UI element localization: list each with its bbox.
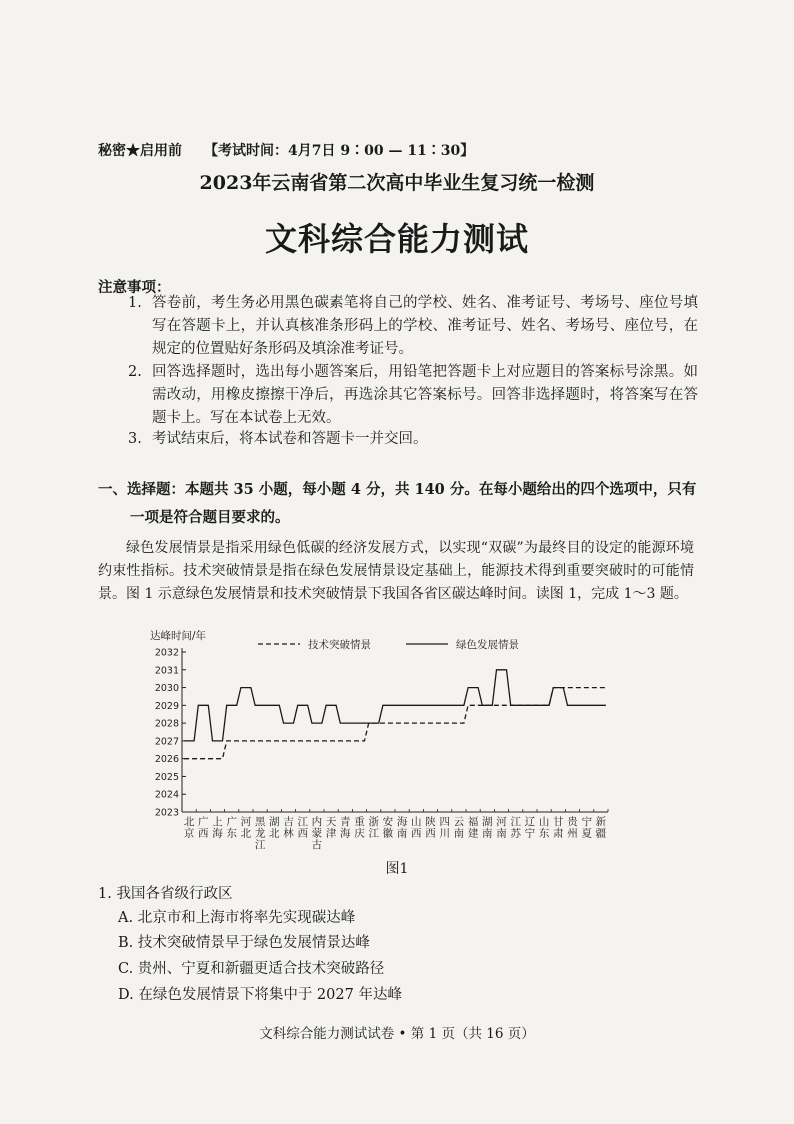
x-tick-label: 黑龙江	[254, 816, 266, 851]
x-tick-label: 青海	[340, 816, 351, 840]
exam-header	[98, 140, 474, 160]
x-tick-label: 山西	[411, 816, 422, 840]
x-tick-label: 宁夏	[581, 816, 592, 840]
x-tick-label: 安徽	[382, 816, 394, 840]
y-tick-label: 2023	[154, 807, 179, 819]
option-a: A. 北京市和上海市将率先实现碳达峰	[118, 910, 356, 926]
x-tick-label: 江西	[297, 816, 308, 840]
section-line-1: 一、选择题：本题共 35 小题，每小题 4 分，共 140 分。在每小题给出的四个选项中，只有	[98, 481, 697, 498]
y-tick-label: 2029	[154, 700, 179, 712]
section-line-2: 一项是符合题目要求的。	[130, 509, 290, 526]
x-tick-label: 重庆	[354, 816, 365, 840]
notice-heading: 注意事项：	[98, 279, 171, 296]
exam-time: 【考试时间：4月7日 9∶00 — 11∶30】	[204, 143, 475, 159]
x-tick-label: 辽宁	[524, 816, 536, 840]
x-tick-label: 浙江	[368, 816, 379, 840]
y-tick-label: 2028	[154, 718, 179, 730]
secret-label: 秘密★启用前	[98, 143, 182, 159]
x-tick-label: 广东	[226, 816, 237, 840]
y-tick-label: 2031	[154, 665, 179, 677]
x-tick-label: 天津	[325, 816, 337, 840]
x-tick-label: 内蒙古	[311, 816, 323, 851]
carbon-peak-chart	[130, 624, 630, 854]
section-heading	[98, 476, 698, 532]
x-tick-label: 北京	[183, 816, 195, 840]
chart-y-ticks	[155, 648, 186, 819]
exam-subtitle: 2023年云南省第二次高中毕业生复习统一检测	[199, 172, 595, 194]
x-tick-label: 海南	[396, 816, 408, 840]
legend-label: 绿色发展情景	[456, 639, 519, 651]
y-tick-label: 2026	[154, 754, 179, 766]
y-tick-label: 2024	[154, 789, 179, 801]
series-line-green-development	[184, 670, 606, 741]
x-tick-label: 上海	[212, 816, 223, 840]
option-b: B. 技术突破情景早于绿色发展情景达峰	[118, 935, 370, 951]
notice-item-3: 3. 考试结束后，将本试卷和答题卡一并交回。	[128, 431, 428, 447]
x-tick-label: 贵州	[567, 816, 578, 840]
x-tick-label: 新疆	[595, 816, 607, 840]
chart-legend	[258, 638, 519, 651]
x-tick-label: 吉林	[283, 816, 294, 840]
x-tick-label: 陕西	[425, 816, 436, 840]
y-tick-label: 2032	[154, 647, 179, 659]
x-tick-label: 湖南	[482, 816, 493, 840]
x-tick-label: 广西	[198, 816, 209, 840]
x-tick-label: 河北	[240, 816, 252, 840]
x-tick-label: 云南	[453, 816, 465, 840]
chart-series	[184, 670, 606, 759]
series-line-tech-breakthrough	[184, 688, 606, 759]
page-footer: 文科综合能力测试试卷 • 第 1 页（共 16 页）	[259, 1026, 535, 1042]
intro-paragraph: 绿色发展情景是指采用绿色低碳的经济发展方式，以实现“双碳”为最终目的设定的能源环境约束性指标。技术突破情景是指在绿色发展情景设定基础上，能源技术得到重要突破时的可能情景。图 1 示意绿色发展情景和技术突破情景下我国各省区碳达峰时间。读图 1，完成 1～3 题。	[98, 540, 694, 602]
chart-x-ticks	[184, 809, 608, 851]
y-tick-label: 2025	[154, 771, 179, 783]
y-tick-label: 2027	[154, 736, 179, 748]
legend-label: 技术突破情景	[308, 639, 371, 651]
x-tick-label: 甘肃	[553, 816, 564, 840]
x-tick-label: 湖北	[269, 816, 280, 840]
x-tick-label: 福建	[467, 816, 479, 840]
option-d: D. 在绿色发展情景下将集中于 2027 年达峰	[118, 987, 402, 1003]
x-tick-label: 四川	[439, 816, 450, 840]
notice-item-2: 2. 回答选择题时，选出每小题答案后，用铅笔把答题卡上对应题目的答案标号涂黑。如需改动，用橡皮擦擦干净后，再选涂其它答案标号。回答非选择题时，将答案写在答题卡上。写在本试卷上无效。	[128, 364, 698, 426]
figure-caption: 图1	[385, 861, 409, 877]
question-stem: 1. 我国各省级行政区	[98, 886, 233, 902]
y-axis-label: 达峰时间/年	[150, 630, 207, 642]
option-c: C. 贵州、宁夏和新疆更适合技术突破路径	[118, 961, 385, 977]
page-title: 文科综合能力测试	[264, 220, 529, 258]
notice-item-1: 1. 答卷前，考生务必用黑色碳素笔将自己的学校、姓名、准考证号、考场号、座位号填写在答题卡上，并认真核准条形码上的学校、准考证号、姓名、考场号、座位号，在规定的位置贴好条形码及填涂准考证号。	[128, 295, 698, 357]
x-tick-label: 山东	[538, 816, 550, 840]
y-tick-label: 2030	[154, 683, 179, 695]
x-tick-label: 江苏	[510, 816, 521, 840]
x-tick-label: 河南	[496, 816, 507, 840]
